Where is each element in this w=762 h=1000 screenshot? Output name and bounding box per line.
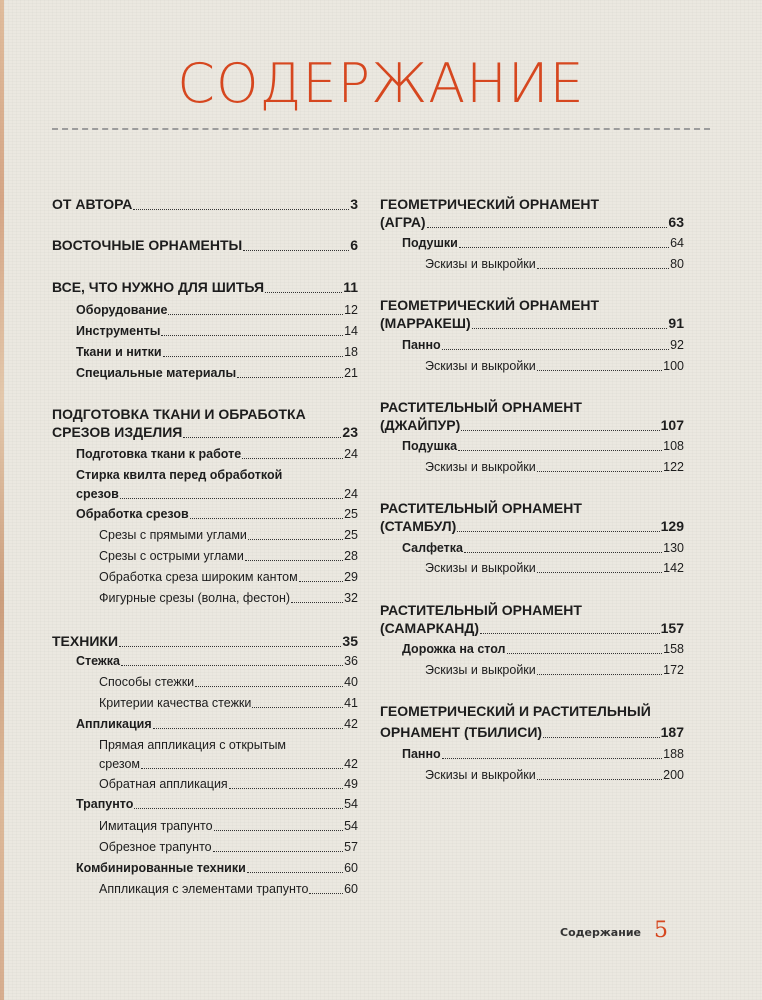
toc-entry-page: 25 <box>344 507 358 521</box>
leader-dots <box>134 808 343 809</box>
toc-entry[interactable] <box>402 438 684 454</box>
toc-entry-page: 57 <box>344 840 358 854</box>
toc-entry[interactable] <box>380 601 684 637</box>
toc-entry-label: Обратная аппликация <box>99 777 228 791</box>
toc-entry-page: 187 <box>660 724 684 740</box>
toc-entry[interactable] <box>99 818 358 834</box>
toc-entry-label-line1: Стирка квилта перед обработкой <box>76 468 283 482</box>
toc-entry-page: 24 <box>344 487 358 501</box>
toc-entry[interactable] <box>99 527 358 543</box>
leader-dots <box>242 458 343 459</box>
toc-entry-page: 41 <box>344 696 358 710</box>
toc-entry[interactable] <box>380 398 684 434</box>
toc-entry-page: 158 <box>663 642 684 656</box>
toc-entry-label: Дорожка на стол <box>402 642 506 656</box>
toc-entry-page: 142 <box>663 561 684 575</box>
toc-entry-label: Обработка среза широким кантом <box>99 570 298 584</box>
toc-entry[interactable] <box>76 796 358 812</box>
toc-entry[interactable] <box>76 467 358 502</box>
toc-entry-label: Панно <box>402 747 441 761</box>
toc-entry[interactable] <box>380 296 684 332</box>
leader-dots <box>537 471 662 472</box>
leader-dots <box>213 851 343 852</box>
toc-entry-page: 200 <box>663 768 684 782</box>
toc-entry[interactable] <box>402 641 684 657</box>
leader-dots <box>461 430 659 431</box>
leader-dots <box>507 653 663 654</box>
toc-entry[interactable] <box>425 358 684 374</box>
leader-dots <box>183 437 341 438</box>
toc-entry-label: Имитация трапунто <box>99 819 213 833</box>
toc-entry-page: 157 <box>660 620 684 636</box>
toc-entry-page: 3 <box>350 196 358 212</box>
toc-entry-label: Комбинированные техники <box>76 861 246 875</box>
toc-entry-page: 18 <box>344 345 358 359</box>
leader-dots <box>252 707 343 708</box>
toc-entry-label: Инструменты <box>76 324 161 338</box>
toc-entry-label-line1: Прямая аппликация с открытым <box>99 738 287 752</box>
leader-dots <box>248 539 343 540</box>
toc-entry-label: (АГРА) <box>380 214 426 230</box>
leader-dots <box>163 356 344 357</box>
toc-entry-label: Обрезное трапунто <box>99 840 212 854</box>
toc-entry[interactable] <box>99 569 358 585</box>
toc-entry[interactable] <box>99 695 358 711</box>
toc-entry[interactable] <box>76 302 358 318</box>
toc-entry-label: Панно <box>402 338 441 352</box>
leader-dots <box>537 674 662 675</box>
toc-entry-page: 42 <box>344 717 358 731</box>
toc-entry-label-line1: ПОДГОТОВКА ТКАНИ И ОБРАБОТКА <box>52 406 306 422</box>
toc-entry-label: Стежка <box>76 654 121 668</box>
toc-entry-page: 91 <box>668 315 684 331</box>
toc-entry[interactable] <box>99 674 358 690</box>
toc-entry[interactable] <box>76 653 358 669</box>
toc-entry[interactable] <box>425 662 684 678</box>
toc-entry[interactable] <box>425 560 684 576</box>
leader-dots <box>237 377 343 378</box>
toc-entry-label-line1: РАСТИТЕЛЬНЫЙ ОРНАМЕНТ <box>380 399 582 415</box>
toc-entry-page: 36 <box>344 654 358 668</box>
toc-entry-page: 14 <box>344 324 358 338</box>
toc-entry[interactable] <box>99 839 358 855</box>
leader-dots <box>537 572 662 573</box>
toc-entry[interactable] <box>76 365 358 381</box>
toc-entry-label: Оборудование <box>76 303 168 317</box>
page-title: СОДЕРЖАНИЕ <box>177 52 585 115</box>
toc-entry-page: 12 <box>344 303 358 317</box>
toc-entry-label: Эскизы и выкройки <box>425 561 536 575</box>
leader-dots <box>245 560 343 561</box>
toc-entry[interactable] <box>402 540 684 556</box>
leader-dots <box>119 646 341 647</box>
toc-entry-label: ВОСТОЧНЫЕ ОРНАМЕНТЫ <box>52 237 243 253</box>
toc-entry-label-line1: ГЕОМЕТРИЧЕСКИЙ И РАСТИТЕЛЬНЫЙ <box>380 703 651 719</box>
toc-entry-label: Ткани и нитки <box>76 345 162 359</box>
toc-entry-label: СРЕЗОВ ИЗДЕЛИЯ <box>52 424 183 440</box>
toc-entry[interactable] <box>52 195 358 213</box>
leader-dots <box>442 758 662 759</box>
toc-entry[interactable] <box>402 337 684 353</box>
leader-dots <box>153 728 343 729</box>
toc-entry[interactable] <box>425 767 684 783</box>
leader-dots <box>121 665 343 666</box>
toc-entry-label: срезом <box>99 757 141 771</box>
toc-entry[interactable] <box>380 195 684 231</box>
toc-entry-label: Аппликация с элементами трапунто <box>99 882 309 896</box>
toc-entry-label: Эскизы и выкройки <box>425 768 536 782</box>
leader-dots <box>161 335 343 336</box>
leader-dots <box>229 788 343 789</box>
toc-entry[interactable] <box>76 323 358 339</box>
toc-entry-label: Эскизы и выкройки <box>425 663 536 677</box>
toc-entry[interactable] <box>380 702 684 741</box>
leader-dots <box>243 250 349 251</box>
toc-entry-page: 29 <box>344 570 358 584</box>
toc-entry-page: 54 <box>344 797 358 811</box>
toc-entry[interactable] <box>52 278 358 296</box>
toc-entry-label-line1: РАСТИТЕЛЬНЫЙ ОРНАМЕНТ <box>380 602 582 618</box>
page-edge <box>0 0 4 1000</box>
leader-dots <box>480 633 660 634</box>
toc-entry-page: 100 <box>663 359 684 373</box>
leader-dots <box>472 328 668 329</box>
toc-entry[interactable] <box>52 405 358 441</box>
leader-dots <box>457 531 659 532</box>
toc-entry-label: Обработка срезов <box>76 507 189 521</box>
toc-entry[interactable] <box>425 459 684 475</box>
toc-entry-label: ТЕХНИКИ <box>52 633 119 649</box>
toc-entry-label: Трапунто <box>76 797 134 811</box>
toc-entry[interactable] <box>76 446 358 462</box>
toc-entry-label: Специальные материалы <box>76 366 237 380</box>
toc-entry-label: Фигурные срезы (волна, фестон) <box>99 591 291 605</box>
toc-entry-label: Салфетка <box>402 541 463 555</box>
toc-entry-page: 35 <box>342 633 358 649</box>
toc-entry-page: 32 <box>344 591 358 605</box>
toc-entry[interactable] <box>52 632 358 650</box>
toc-entry-page: 42 <box>344 757 358 771</box>
toc-entry-label: (СТАМБУЛ) <box>380 518 457 534</box>
leader-dots <box>291 602 343 603</box>
toc-entry[interactable] <box>402 235 684 251</box>
toc-entry-page: 23 <box>342 424 358 440</box>
toc-entry-page: 6 <box>350 237 358 253</box>
toc-entry-page: 54 <box>344 819 358 833</box>
toc-entry-label: Подушка <box>402 439 458 453</box>
toc-entry-label: Срезы с острыми углами <box>99 549 244 563</box>
toc-entry-page: 130 <box>663 541 684 555</box>
toc-entry-page: 60 <box>344 861 358 875</box>
leader-dots <box>537 268 669 269</box>
toc-entry-label: ОТ АВТОРА <box>52 196 133 212</box>
leader-dots <box>168 314 343 315</box>
toc-entry[interactable] <box>425 256 684 272</box>
toc-entry-page: 80 <box>670 257 684 271</box>
leader-dots <box>543 737 660 738</box>
toc-entry-label: ВСЕ, ЧТО НУЖНО ДЛЯ ШИТЬЯ <box>52 279 265 295</box>
toc-entry[interactable] <box>380 499 684 535</box>
toc-entry-page: 49 <box>344 777 358 791</box>
toc-entry[interactable] <box>99 590 358 606</box>
leader-dots <box>299 581 343 582</box>
leader-dots <box>458 450 662 451</box>
leader-dots <box>133 209 349 210</box>
toc-entry[interactable] <box>99 548 358 564</box>
toc-entry-label: Подушки <box>402 236 458 250</box>
toc-entry[interactable] <box>402 746 684 762</box>
toc-entry[interactable] <box>76 344 358 360</box>
toc-entry-label-line1: ГЕОМЕТРИЧЕСКИЙ ОРНАМЕНТ <box>380 297 600 313</box>
toc-entry[interactable] <box>99 776 358 792</box>
toc-entry-label-line1: ГЕОМЕТРИЧЕСКИЙ ОРНАМЕНТ <box>380 196 600 212</box>
toc-entry-label: (ДЖАЙПУР) <box>380 417 461 433</box>
leader-dots <box>141 768 343 769</box>
leader-dots <box>464 552 662 553</box>
toc-entry-page: 108 <box>663 439 684 453</box>
toc-entry-page: 21 <box>344 366 358 380</box>
toc-entry[interactable] <box>99 881 358 897</box>
toc-entry-label: Эскизы и выкройки <box>425 257 536 271</box>
toc-entry-page: 40 <box>344 675 358 689</box>
toc-entry-label: Эскизы и выкройки <box>425 359 536 373</box>
leader-dots <box>120 498 343 499</box>
leader-dots <box>214 830 344 831</box>
toc-entry-label-line1: РАСТИТЕЛЬНЫЙ ОРНАМЕНТ <box>380 500 582 516</box>
toc-entry-page: 129 <box>660 518 684 534</box>
page-number: 5 <box>654 918 668 943</box>
leader-dots <box>537 779 662 780</box>
footer-section-label: Содержание <box>560 926 641 939</box>
toc-entry-label: ОРНАМЕНТ (ТБИЛИСИ) <box>380 724 543 740</box>
toc-entry-page: 28 <box>344 549 358 563</box>
leader-dots <box>265 292 342 293</box>
toc-entry-page: 11 <box>343 279 358 295</box>
toc-entry-label: Аппликация <box>76 717 152 731</box>
toc-entry-label: срезов <box>76 487 119 501</box>
toc-entry-page: 188 <box>663 747 684 761</box>
toc-entry-page: 60 <box>344 882 358 896</box>
toc-entry-page: 122 <box>663 460 684 474</box>
toc-entry-page: 63 <box>668 214 684 230</box>
toc-entry-label: Подготовка ткани к работе <box>76 447 242 461</box>
leader-dots <box>309 893 343 894</box>
leader-dots <box>459 247 669 248</box>
toc-entry-label: (МАРРАКЕШ) <box>380 315 471 331</box>
leader-dots <box>195 686 343 687</box>
toc-entry-page: 25 <box>344 528 358 542</box>
toc-entry-page: 172 <box>663 663 684 677</box>
toc-entry-page: 24 <box>344 447 358 461</box>
toc-entry[interactable] <box>76 860 358 876</box>
toc-entry-label: Критерии качества стежки <box>99 696 252 710</box>
title-divider <box>52 128 710 130</box>
leader-dots <box>537 370 662 371</box>
toc-entry-label: Способы стежки <box>99 675 195 689</box>
toc-entry-label: Срезы с прямыми углами <box>99 528 247 542</box>
toc-entry-page: 107 <box>660 417 684 433</box>
leader-dots <box>247 872 343 873</box>
toc-entry-label: (САМАРКАНД) <box>380 620 480 636</box>
toc-entry[interactable] <box>99 737 358 772</box>
toc-entry-page: 92 <box>670 338 684 352</box>
toc-entry[interactable] <box>76 716 358 732</box>
leader-dots <box>427 227 668 228</box>
leader-dots <box>442 349 669 350</box>
leader-dots <box>190 518 343 519</box>
toc-entry[interactable] <box>52 236 358 254</box>
toc-entry-page: 64 <box>670 236 684 250</box>
toc-entry-label: Эскизы и выкройки <box>425 460 536 474</box>
toc-entry[interactable] <box>76 506 358 522</box>
